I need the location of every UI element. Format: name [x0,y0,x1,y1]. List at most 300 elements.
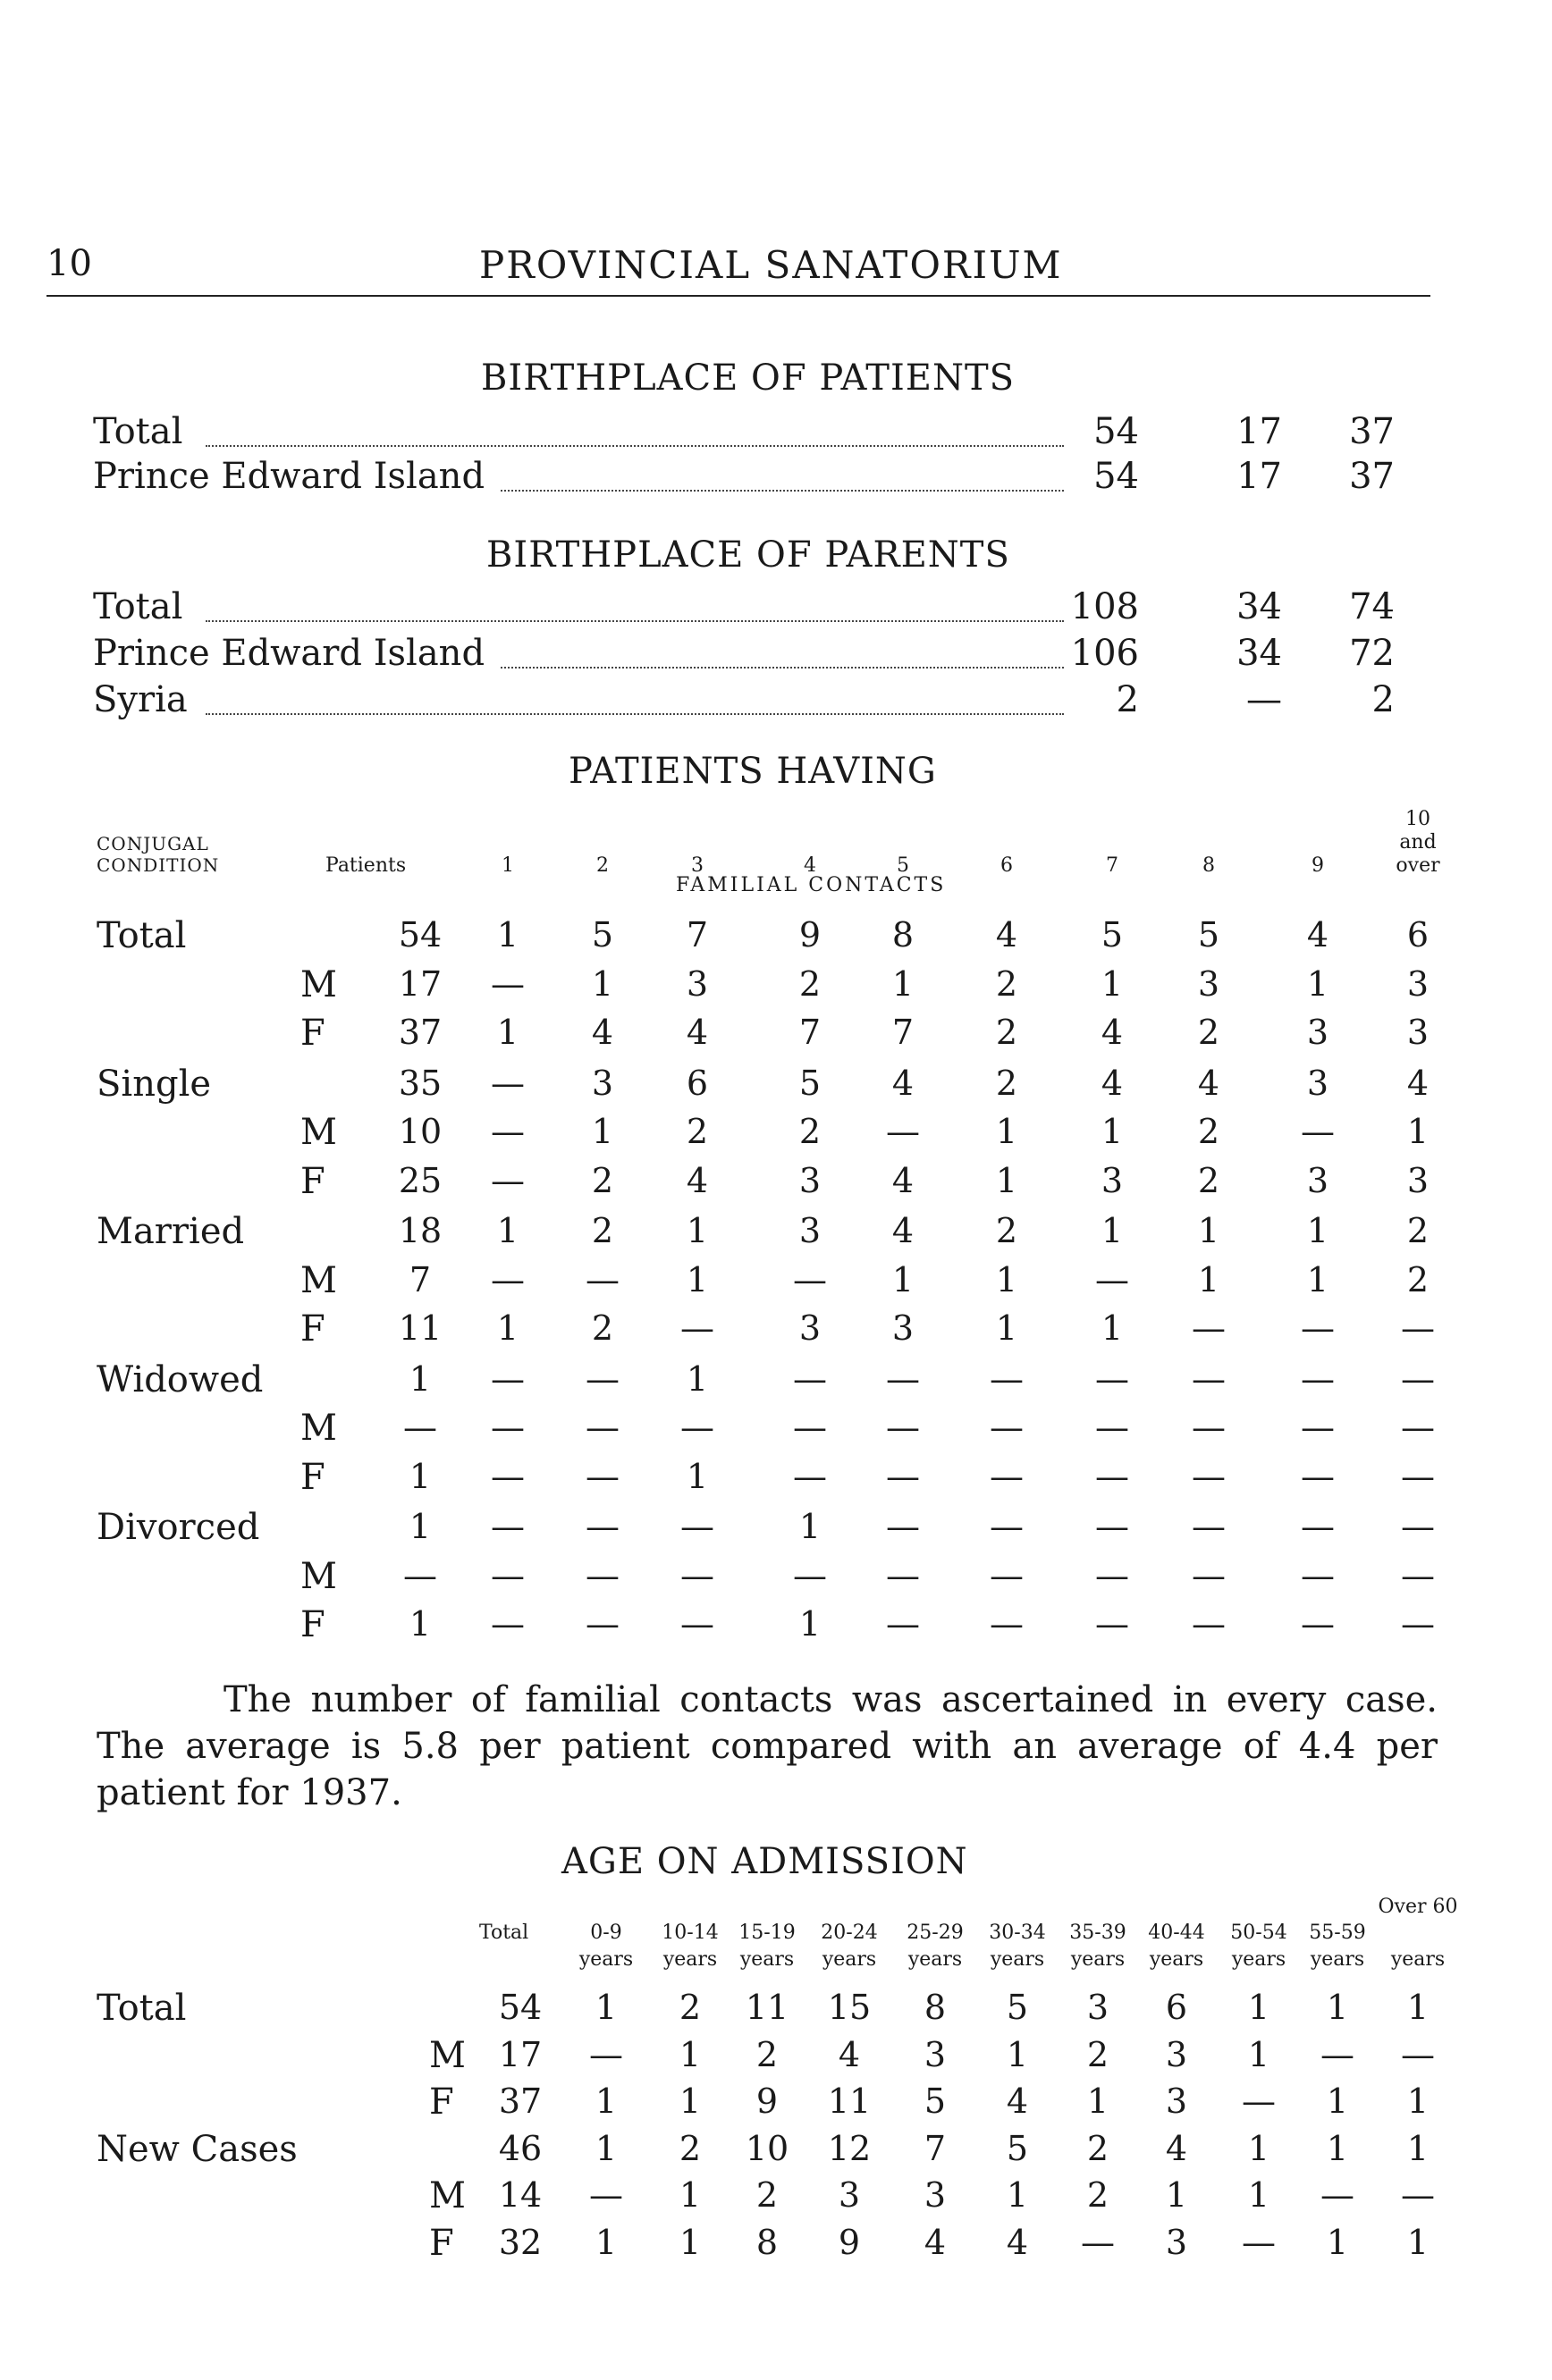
table-cell: — [990,1555,1024,1595]
contact-count-header: 7 [1106,854,1118,877]
age-years-header: years [739,1948,795,1971]
table-cell: 3 [1406,1160,1430,1200]
table-cell: 1 [995,1308,1018,1348]
table-cell: 9 [755,2081,779,2121]
age-range-header: Over 60 [1378,1896,1458,1918]
table-cell: 1 [1101,1112,1124,1151]
value-cell: 37 [1349,411,1395,452]
contact-count-header: 2 [596,854,609,877]
table-cell: 5 [1101,915,1124,955]
conjugal-condition-label: Widowed [97,1358,264,1400]
table-cell: 54 [498,1988,543,2027]
table-cell: 12 [827,2128,872,2168]
sex-label: F [429,2222,454,2264]
table-cell: — [680,1408,714,1447]
table-cell: — [403,1555,437,1595]
row-label: Total [93,411,183,452]
table-cell: — [1320,2034,1354,2074]
table-cell: 1 [679,2175,702,2215]
table-cell: — [1192,1604,1226,1644]
table-cell: 4 [924,2222,947,2262]
age-years-header: years [1390,1948,1446,1971]
age-range-header: 10-14 [662,1922,719,1944]
table-cell: — [886,1112,920,1151]
birthplace-patients-title: BIRTHPLACE OF PATIENTS [481,357,1016,399]
table-cell: 2 [1197,1112,1220,1151]
table-cell: 1 [1006,2175,1029,2215]
age-range-header: 30-34 [989,1922,1046,1944]
table-cell: — [491,1112,525,1151]
table-cell: — [680,1555,714,1595]
table-cell: 3 [1197,963,1220,1004]
table-cell: 2 [798,963,822,1004]
conjugal-condition-label: Total [97,915,187,956]
table-cell: 1 [1306,1259,1329,1299]
table-cell: 4 [1406,1063,1430,1103]
table-cell: 5 [798,1063,822,1103]
header-rule [46,295,1430,297]
table-cell: 2 [995,1211,1018,1250]
table-cell: — [1095,1507,1129,1546]
table-cell: 18 [398,1211,443,1250]
table-cell: 5 [1006,2128,1029,2168]
table-cell: 4 [686,1160,709,1200]
value-cell: 2 [1371,679,1395,720]
table-cell: — [1401,1604,1435,1644]
sex-label: F [429,2081,454,2123]
table-cell: 1 [1197,1211,1220,1250]
table-cell: 7 [891,1013,915,1052]
value-cell: 106 [1070,633,1139,674]
table-cell: — [1401,1456,1435,1496]
table-cell: 7 [798,1013,822,1052]
table-cell: 2 [755,2034,779,2074]
value-cell: 34 [1236,633,1282,674]
table-cell: 3 [1165,2222,1188,2262]
table-cell: — [1095,1555,1129,1595]
table-cell: 15 [827,1988,872,2027]
table-cell: 1 [409,1604,432,1644]
sex-label: M [300,963,337,1005]
value-cell: 108 [1070,586,1139,627]
table-cell: 1 [686,1358,709,1399]
table-cell: — [886,1408,920,1447]
table-cell: 6 [1165,1988,1188,2027]
table-cell: — [1192,1555,1226,1595]
table-cell: 3 [1406,1013,1430,1052]
table-cell: 1 [1165,2175,1188,2215]
table-cell: 1 [1406,1988,1430,2027]
table-cell: 2 [591,1308,614,1348]
sex-label: F [300,1013,325,1054]
age-group-label: Total [97,1988,187,2029]
table-cell: — [793,1555,827,1595]
table-cell: 37 [398,1013,443,1052]
table-cell: 4 [1197,1063,1220,1103]
table-cell: 3 [924,2034,947,2074]
contact-count-header: 4 [804,854,816,877]
sex-label: M [300,1555,337,1597]
table-cell: — [680,1308,714,1348]
table-cell: 3 [891,1308,915,1348]
table-cell: — [1401,1308,1435,1348]
age-years-header: years [990,1948,1045,1971]
table-cell: 11 [398,1308,443,1348]
age-range-header: 40-44 [1148,1922,1205,1944]
table-cell: 2 [1197,1013,1220,1052]
contact-count-header: 3 [691,854,704,877]
age-total-header: Total [479,1922,529,1944]
table-cell: — [1401,2175,1435,2215]
table-cell: — [886,1555,920,1595]
table-cell: 3 [1306,1160,1329,1200]
sex-label: M [429,2034,466,2076]
table-cell: — [403,1408,437,1447]
value-cell: 2 [1116,679,1139,720]
table-cell: 1 [1306,1211,1329,1250]
table-cell: — [1192,1507,1226,1546]
table-cell: 1 [1326,2081,1349,2121]
table-cell: 5 [1006,1988,1029,2027]
table-cell: — [1095,1358,1129,1399]
row-label: Syria [93,679,188,720]
value-cell: 54 [1093,411,1139,452]
table-cell: 1 [1101,1211,1124,1250]
dot-leader [501,667,1064,669]
table-cell: — [1301,1555,1335,1595]
table-cell: 6 [1406,915,1430,955]
table-cell: 1 [1406,2222,1430,2262]
table-cell: 1 [591,963,614,1004]
value-cell: 37 [1349,456,1395,497]
table-cell: — [491,1160,525,1200]
table-cell: 1 [409,1507,432,1546]
table-cell: 3 [1406,963,1430,1004]
table-cell: 4 [891,1160,915,1200]
table-cell: 2 [1086,2128,1109,2168]
table-cell: 2 [591,1211,614,1250]
table-cell: 3 [798,1308,822,1348]
table-cell: 1 [686,1211,709,1250]
familial-contacts-label: FAMILIAL CONTACTS [676,874,947,896]
age-range-header: 35-39 [1069,1922,1126,1944]
table-cell: 1 [591,1112,614,1151]
patients-having-title: PATIENTS HAVING [569,751,937,792]
table-cell: 2 [755,2175,779,2215]
table-cell: — [1320,2175,1354,2215]
table-cell: — [586,1555,620,1595]
value-cell: 72 [1349,633,1395,674]
table-cell: 3 [1306,1063,1329,1103]
table-cell: 1 [798,1507,822,1546]
table-cell: — [1401,1358,1435,1399]
table-cell: 1 [1406,1112,1430,1151]
table-cell: — [491,1456,525,1496]
table-cell: — [1301,1604,1335,1644]
table-cell: 3 [924,2175,947,2215]
table-cell: 1 [995,1160,1018,1200]
table-cell: 35 [398,1063,443,1103]
table-cell: — [589,2034,623,2074]
ten-and-over-header: and [1399,831,1437,854]
table-cell: — [1095,1408,1129,1447]
table-cell: 9 [798,915,822,955]
table-cell: — [886,1456,920,1496]
table-cell: 4 [1306,915,1329,955]
table-cell: 7 [924,2128,947,2168]
table-cell: 4 [995,915,1018,955]
table-cell: 1 [891,963,915,1004]
table-cell: 2 [591,1160,614,1200]
row-label: Prince Edward Island [93,456,485,497]
table-cell: 1 [595,2081,618,2121]
table-cell: — [990,1408,1024,1447]
table-cell: 54 [398,915,443,955]
table-cell: 11 [745,1988,789,2027]
table-cell: — [586,1408,620,1447]
table-cell: 1 [679,2081,702,2121]
ten-and-over-header: over [1396,854,1440,877]
conjugal-header-line2: CONDITION [97,854,220,876]
conjugal-condition-label: Single [97,1063,212,1105]
table-cell: 1 [595,1988,618,2027]
table-cell: 3 [1165,2081,1188,2121]
table-cell: 1 [409,1456,432,1496]
contact-count-header: 9 [1312,854,1324,877]
table-cell: — [1192,1358,1226,1399]
table-cell: — [491,1604,525,1644]
table-cell: — [1301,1408,1335,1447]
age-years-header: years [1310,1948,1365,1971]
table-cell: — [1081,2222,1115,2262]
table-cell: — [886,1358,920,1399]
table-cell: 2 [686,1112,709,1151]
table-cell: 3 [1306,1013,1329,1052]
age-years-header: years [1231,1948,1286,1971]
table-cell: 1 [1326,1988,1349,2027]
table-cell: 1 [1326,2128,1349,2168]
table-cell: — [491,1259,525,1299]
conjugal-condition-label: Divorced [97,1507,260,1548]
value-cell: 17 [1236,456,1282,497]
table-cell: — [990,1358,1024,1399]
page-number: 10 [46,243,92,284]
table-cell: 7 [686,915,709,955]
table-cell: 1 [595,2128,618,2168]
value-cell: 17 [1236,411,1282,452]
age-range-header: 20-24 [821,1922,878,1944]
table-cell: 1 [496,915,519,955]
table-cell: 17 [398,963,443,1004]
sex-label: M [300,1112,337,1153]
age-range-header: 50-54 [1230,1922,1287,1944]
table-cell: 2 [995,1063,1018,1103]
table-cell: — [491,1358,525,1399]
table-cell: — [1301,1358,1335,1399]
table-cell: 2 [1086,2034,1109,2074]
table-cell: 7 [409,1259,432,1299]
table-cell: — [586,1507,620,1546]
sex-label: M [300,1259,337,1301]
table-cell: 1 [1247,2128,1270,2168]
page-header-title: PROVINCIAL SANATORIUM [479,243,1063,287]
table-cell: 1 [1247,2175,1270,2215]
table-cell: 4 [1165,2128,1188,2168]
table-cell: 5 [924,2081,947,2121]
table-cell: 6 [686,1063,709,1103]
table-cell: 1 [679,2034,702,2074]
value-cell: 54 [1093,456,1139,497]
table-cell: — [886,1507,920,1546]
table-cell: 1 [1247,2034,1270,2074]
table-cell: — [1242,2081,1276,2121]
table-cell: — [1401,1555,1435,1595]
table-cell: — [793,1358,827,1399]
table-cell: — [1095,1259,1129,1299]
table-cell: 1 [995,1259,1018,1299]
dot-leader [206,713,1064,715]
table-cell: 1 [496,1211,519,1250]
birthplace-parents-title: BIRTHPLACE OF PARENTS [486,534,1010,576]
age-range-header: 25-29 [907,1922,964,1944]
table-cell: 2 [995,1013,1018,1052]
table-cell: — [1095,1604,1129,1644]
table-cell: — [1301,1112,1335,1151]
table-cell: 1 [798,1604,822,1644]
dot-leader [206,620,1064,622]
table-cell: — [886,1604,920,1644]
age-years-header: years [1070,1948,1126,1971]
table-cell: 3 [798,1160,822,1200]
table-cell: 1 [679,2222,702,2262]
table-cell: 14 [498,2175,543,2215]
conjugal-condition-label: Married [97,1211,245,1252]
table-cell: 37 [498,2081,543,2121]
table-cell: 3 [838,2175,861,2215]
table-cell: — [990,1604,1024,1644]
table-cell: 4 [1101,1013,1124,1052]
table-cell: 3 [591,1063,614,1103]
table-cell: 1 [496,1013,519,1052]
table-cell: 1 [686,1456,709,1496]
table-cell: 17 [498,2034,543,2074]
table-cell: 1 [1086,2081,1109,2121]
row-label: Total [93,586,183,627]
table-cell: — [1301,1507,1335,1546]
table-cell: 8 [891,915,915,955]
table-cell: 1 [1406,2081,1430,2121]
table-cell: — [586,1456,620,1496]
age-years-header: years [1149,1948,1204,1971]
table-cell: 8 [755,2222,779,2262]
table-cell: 1 [496,1308,519,1348]
table-cell: 1 [891,1259,915,1299]
contact-count-header: 8 [1202,854,1215,877]
table-cell: 2 [995,963,1018,1004]
patients-column-header: Patients [325,854,407,877]
row-label: Prince Edward Island [93,633,485,674]
age-years-header: years [662,1948,718,1971]
table-cell: — [586,1604,620,1644]
table-cell: 1 [1306,963,1329,1004]
table-cell: 2 [679,1988,702,2027]
sex-label: F [300,1160,325,1202]
table-cell: 3 [686,963,709,1004]
sex-label: F [300,1308,325,1350]
age-years-header: years [907,1948,963,1971]
table-cell: 3 [1101,1160,1124,1200]
ten-and-over-header: 10 [1405,808,1430,830]
table-cell: 1 [995,1112,1018,1151]
sex-label: M [300,1408,337,1449]
table-cell: 1 [1101,963,1124,1004]
table-cell: 25 [398,1160,443,1200]
age-range-header: 15-19 [738,1922,796,1944]
table-cell: — [680,1507,714,1546]
table-cell: — [1301,1456,1335,1496]
table-cell: — [1095,1456,1129,1496]
sex-label: F [300,1604,325,1645]
table-cell: 1 [1247,1988,1270,2027]
table-cell: 2 [679,2128,702,2168]
age-years-header: years [578,1948,634,1971]
table-cell: — [1192,1408,1226,1447]
table-cell: 5 [1197,915,1220,955]
table-cell: — [1301,1308,1335,1348]
table-cell: 4 [838,2034,861,2074]
table-cell: 10 [745,2128,789,2168]
table-cell: 4 [1006,2222,1029,2262]
table-cell: — [793,1259,827,1299]
table-cell: 1 [1101,1308,1124,1348]
table-cell: — [1192,1456,1226,1496]
value-cell: 34 [1236,586,1282,627]
table-cell: 2 [1406,1211,1430,1250]
table-cell: — [491,1555,525,1595]
contact-count-header: 6 [1000,854,1013,877]
age-years-header: years [822,1948,877,1971]
contact-count-header: 1 [502,854,514,877]
table-cell: 4 [1006,2081,1029,2121]
table-cell: 4 [891,1063,915,1103]
table-cell: 1 [686,1259,709,1299]
table-cell: 9 [838,2222,861,2262]
table-cell: — [1242,2222,1276,2262]
table-cell: — [1192,1308,1226,1348]
table-cell: — [491,1507,525,1546]
table-cell: 8 [924,1988,947,2027]
table-cell: 2 [1406,1259,1430,1299]
table-cell: — [793,1408,827,1447]
table-cell: 1 [595,2222,618,2262]
table-cell: 4 [591,1013,614,1052]
table-cell: — [586,1259,620,1299]
table-cell: — [1401,2034,1435,2074]
sex-label: F [300,1456,325,1498]
conjugal-header-line1: CONJUGAL [97,833,209,854]
table-cell: — [586,1358,620,1399]
table-cell: 11 [827,2081,872,2121]
table-cell: 5 [591,915,614,955]
table-cell: 1 [1406,2128,1430,2168]
table-cell: 1 [1006,2034,1029,2074]
table-cell: 4 [686,1013,709,1052]
dot-leader [206,445,1064,447]
table-cell: 4 [1101,1063,1124,1103]
table-cell: 1 [1326,2222,1349,2262]
table-cell: — [793,1456,827,1496]
table-cell: 46 [498,2128,543,2168]
